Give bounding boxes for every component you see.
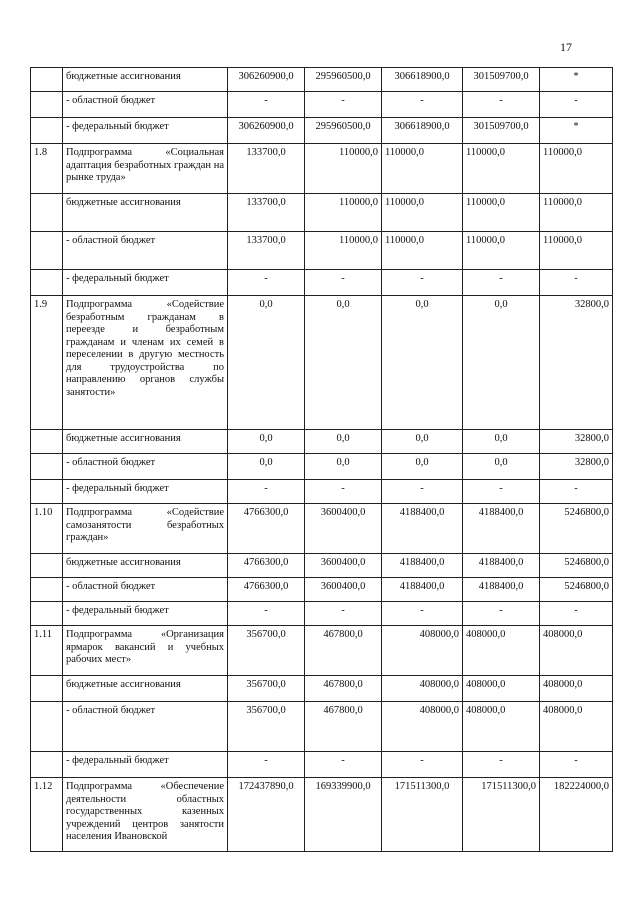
item-name-cell: бюджетные ассигнования: [63, 194, 228, 232]
value-cell: 0,0: [463, 296, 540, 430]
value-cell: 301509700,0: [463, 68, 540, 92]
table-row: [31, 270, 613, 296]
item-name-cell: - областной бюджет: [63, 232, 228, 270]
value-cell: 306618900,0: [382, 118, 463, 144]
value-cell: 3600400,0: [305, 554, 382, 578]
value-cell: -: [228, 270, 305, 296]
table-row: [31, 504, 613, 554]
item-name-cell: Подпрограмма «Содействие безработным гражданам в переезде и безработным гражданам и членам их семей в переселении в другую местность для трудоустройства по направлению органов службы занятости»: [63, 296, 228, 430]
value-cell: 110000,0: [463, 194, 540, 232]
value-cell: 110000,0: [463, 232, 540, 270]
value-cell: 0,0: [228, 454, 305, 480]
value-cell: -: [463, 602, 540, 626]
value-cell: 32800,0: [540, 454, 613, 480]
table-row: [31, 554, 613, 578]
value-cell: 408000,0: [463, 676, 540, 702]
value-cell: -: [305, 752, 382, 778]
value-cell: 110000,0: [463, 144, 540, 194]
row-number-cell: [31, 554, 63, 578]
value-cell: 169339900,0: [305, 778, 382, 852]
row-number-cell: [31, 454, 63, 480]
value-cell: -: [228, 92, 305, 118]
value-cell: 4766300,0: [228, 578, 305, 602]
value-cell: -: [228, 752, 305, 778]
item-name-cell: бюджетные ассигнования: [63, 430, 228, 454]
value-cell: 171511300,0: [463, 778, 540, 852]
value-cell: 110000,0: [540, 232, 613, 270]
row-number-cell: 1.10: [31, 504, 63, 554]
table-row: [31, 578, 613, 602]
item-name-cell: - федеральный бюджет: [63, 752, 228, 778]
value-cell: -: [540, 270, 613, 296]
table-row: [31, 430, 613, 454]
value-cell: -: [463, 752, 540, 778]
value-cell: 110000,0: [305, 144, 382, 194]
row-number-cell: 1.12: [31, 778, 63, 852]
value-cell: 171511300,0: [382, 778, 463, 852]
value-cell: -: [305, 270, 382, 296]
value-cell: 133700,0: [228, 232, 305, 270]
row-number-cell: [31, 480, 63, 504]
table-row: [31, 626, 613, 676]
value-cell: 110000,0: [305, 194, 382, 232]
row-number-cell: [31, 232, 63, 270]
item-name-cell: бюджетные ассигнования: [63, 676, 228, 702]
value-cell: 4188400,0: [463, 504, 540, 554]
item-name-cell: бюджетные ассигнования: [63, 554, 228, 578]
value-cell: 408000,0: [382, 626, 463, 676]
row-number-cell: 1.9: [31, 296, 63, 430]
budget-table: [30, 67, 613, 852]
value-cell: 110000,0: [540, 194, 613, 232]
row-number-cell: 1.11: [31, 626, 63, 676]
row-number-cell: [31, 270, 63, 296]
value-cell: -: [463, 480, 540, 504]
value-cell: -: [382, 602, 463, 626]
table-row: [31, 480, 613, 504]
value-cell: -: [305, 92, 382, 118]
value-cell: -: [305, 480, 382, 504]
value-cell: -: [540, 480, 613, 504]
table-row: [31, 602, 613, 626]
value-cell: -: [540, 92, 613, 118]
value-cell: -: [382, 480, 463, 504]
value-cell: 408000,0: [463, 702, 540, 752]
value-cell: 4188400,0: [463, 578, 540, 602]
value-cell: 467800,0: [305, 676, 382, 702]
value-cell: 408000,0: [382, 702, 463, 752]
table-row: [31, 92, 613, 118]
value-cell: 0,0: [305, 296, 382, 430]
row-number-cell: [31, 118, 63, 144]
value-cell: -: [382, 270, 463, 296]
item-name-cell: бюджетные ассигнования: [63, 68, 228, 92]
value-cell: 110000,0: [382, 194, 463, 232]
value-cell: 408000,0: [540, 702, 613, 752]
item-name-cell: Подпрограмма «Содействие самозанятости безработных граждан»: [63, 504, 228, 554]
value-cell: 0,0: [305, 430, 382, 454]
value-cell: -: [540, 602, 613, 626]
item-name-cell: - федеральный бюджет: [63, 480, 228, 504]
row-number-cell: [31, 194, 63, 232]
value-cell: 110000,0: [382, 232, 463, 270]
value-cell: 172437890,0: [228, 778, 305, 852]
value-cell: 182224000,0: [540, 778, 613, 852]
item-name-cell: - федеральный бюджет: [63, 118, 228, 144]
value-cell: 32800,0: [540, 430, 613, 454]
item-name-cell: - федеральный бюджет: [63, 602, 228, 626]
value-cell: 0,0: [228, 430, 305, 454]
value-cell: 4188400,0: [382, 554, 463, 578]
value-cell: 408000,0: [540, 676, 613, 702]
value-cell: 0,0: [382, 430, 463, 454]
row-number-cell: [31, 602, 63, 626]
value-cell: 0,0: [463, 454, 540, 480]
value-cell: *: [540, 118, 613, 144]
budget-table-body: [31, 68, 613, 852]
table-row: [31, 702, 613, 752]
value-cell: 133700,0: [228, 194, 305, 232]
value-cell: 306260900,0: [228, 68, 305, 92]
value-cell: 4766300,0: [228, 554, 305, 578]
table-row: [31, 118, 613, 144]
value-cell: 295960500,0: [305, 68, 382, 92]
value-cell: 0,0: [463, 430, 540, 454]
value-cell: 0,0: [382, 454, 463, 480]
value-cell: 356700,0: [228, 626, 305, 676]
value-cell: -: [382, 92, 463, 118]
value-cell: 4188400,0: [382, 504, 463, 554]
value-cell: 0,0: [305, 454, 382, 480]
value-cell: 4188400,0: [463, 554, 540, 578]
value-cell: 408000,0: [540, 626, 613, 676]
value-cell: 295960500,0: [305, 118, 382, 144]
item-name-cell: - областной бюджет: [63, 454, 228, 480]
value-cell: 110000,0: [382, 144, 463, 194]
table-row: [31, 454, 613, 480]
table-row: [31, 194, 613, 232]
value-cell: 408000,0: [382, 676, 463, 702]
table-row: [31, 676, 613, 702]
value-cell: 467800,0: [305, 702, 382, 752]
row-number-cell: [31, 68, 63, 92]
table-row: [31, 296, 613, 430]
value-cell: 306260900,0: [228, 118, 305, 144]
value-cell: 3600400,0: [305, 578, 382, 602]
value-cell: 306618900,0: [382, 68, 463, 92]
value-cell: 356700,0: [228, 676, 305, 702]
row-number-cell: [31, 752, 63, 778]
table-row: [31, 232, 613, 270]
value-cell: -: [305, 602, 382, 626]
value-cell: 0,0: [228, 296, 305, 430]
value-cell: 110000,0: [540, 144, 613, 194]
value-cell: -: [463, 92, 540, 118]
table-row: [31, 778, 613, 852]
row-number-cell: 1.8: [31, 144, 63, 194]
value-cell: -: [463, 270, 540, 296]
page-number: 17: [560, 40, 572, 54]
value-cell: *: [540, 68, 613, 92]
value-cell: -: [382, 752, 463, 778]
value-cell: -: [540, 752, 613, 778]
value-cell: 0,0: [382, 296, 463, 430]
row-number-cell: [31, 676, 63, 702]
row-number-cell: [31, 92, 63, 118]
row-number-cell: [31, 702, 63, 752]
value-cell: 301509700,0: [463, 118, 540, 144]
value-cell: -: [228, 480, 305, 504]
table-row: [31, 68, 613, 92]
value-cell: 5246800,0: [540, 504, 613, 554]
value-cell: 356700,0: [228, 702, 305, 752]
item-name-cell: - областной бюджет: [63, 578, 228, 602]
value-cell: 3600400,0: [305, 504, 382, 554]
item-name-cell: Подпрограмма «Организация ярмарок вакансий и учебных рабочих мест»: [63, 626, 228, 676]
value-cell: 110000,0: [305, 232, 382, 270]
table-row: [31, 752, 613, 778]
value-cell: 408000,0: [463, 626, 540, 676]
item-name-cell: Подпрограмма «Социальная адаптация безработных граждан на рынке труда»: [63, 144, 228, 194]
row-number-cell: [31, 430, 63, 454]
item-name-cell: - областной бюджет: [63, 702, 228, 752]
table-row: [31, 144, 613, 194]
item-name-cell: - областной бюджет: [63, 92, 228, 118]
row-number-cell: [31, 578, 63, 602]
value-cell: 5246800,0: [540, 578, 613, 602]
value-cell: -: [228, 602, 305, 626]
value-cell: 467800,0: [305, 626, 382, 676]
item-name-cell: Подпрограмма «Обеспечение деятельности областных государственных казенных учреждений центров занятости населения Ивановской: [63, 778, 228, 852]
item-name-cell: - федеральный бюджет: [63, 270, 228, 296]
value-cell: 32800,0: [540, 296, 613, 430]
value-cell: 133700,0: [228, 144, 305, 194]
value-cell: 4188400,0: [382, 578, 463, 602]
value-cell: 4766300,0: [228, 504, 305, 554]
value-cell: 5246800,0: [540, 554, 613, 578]
